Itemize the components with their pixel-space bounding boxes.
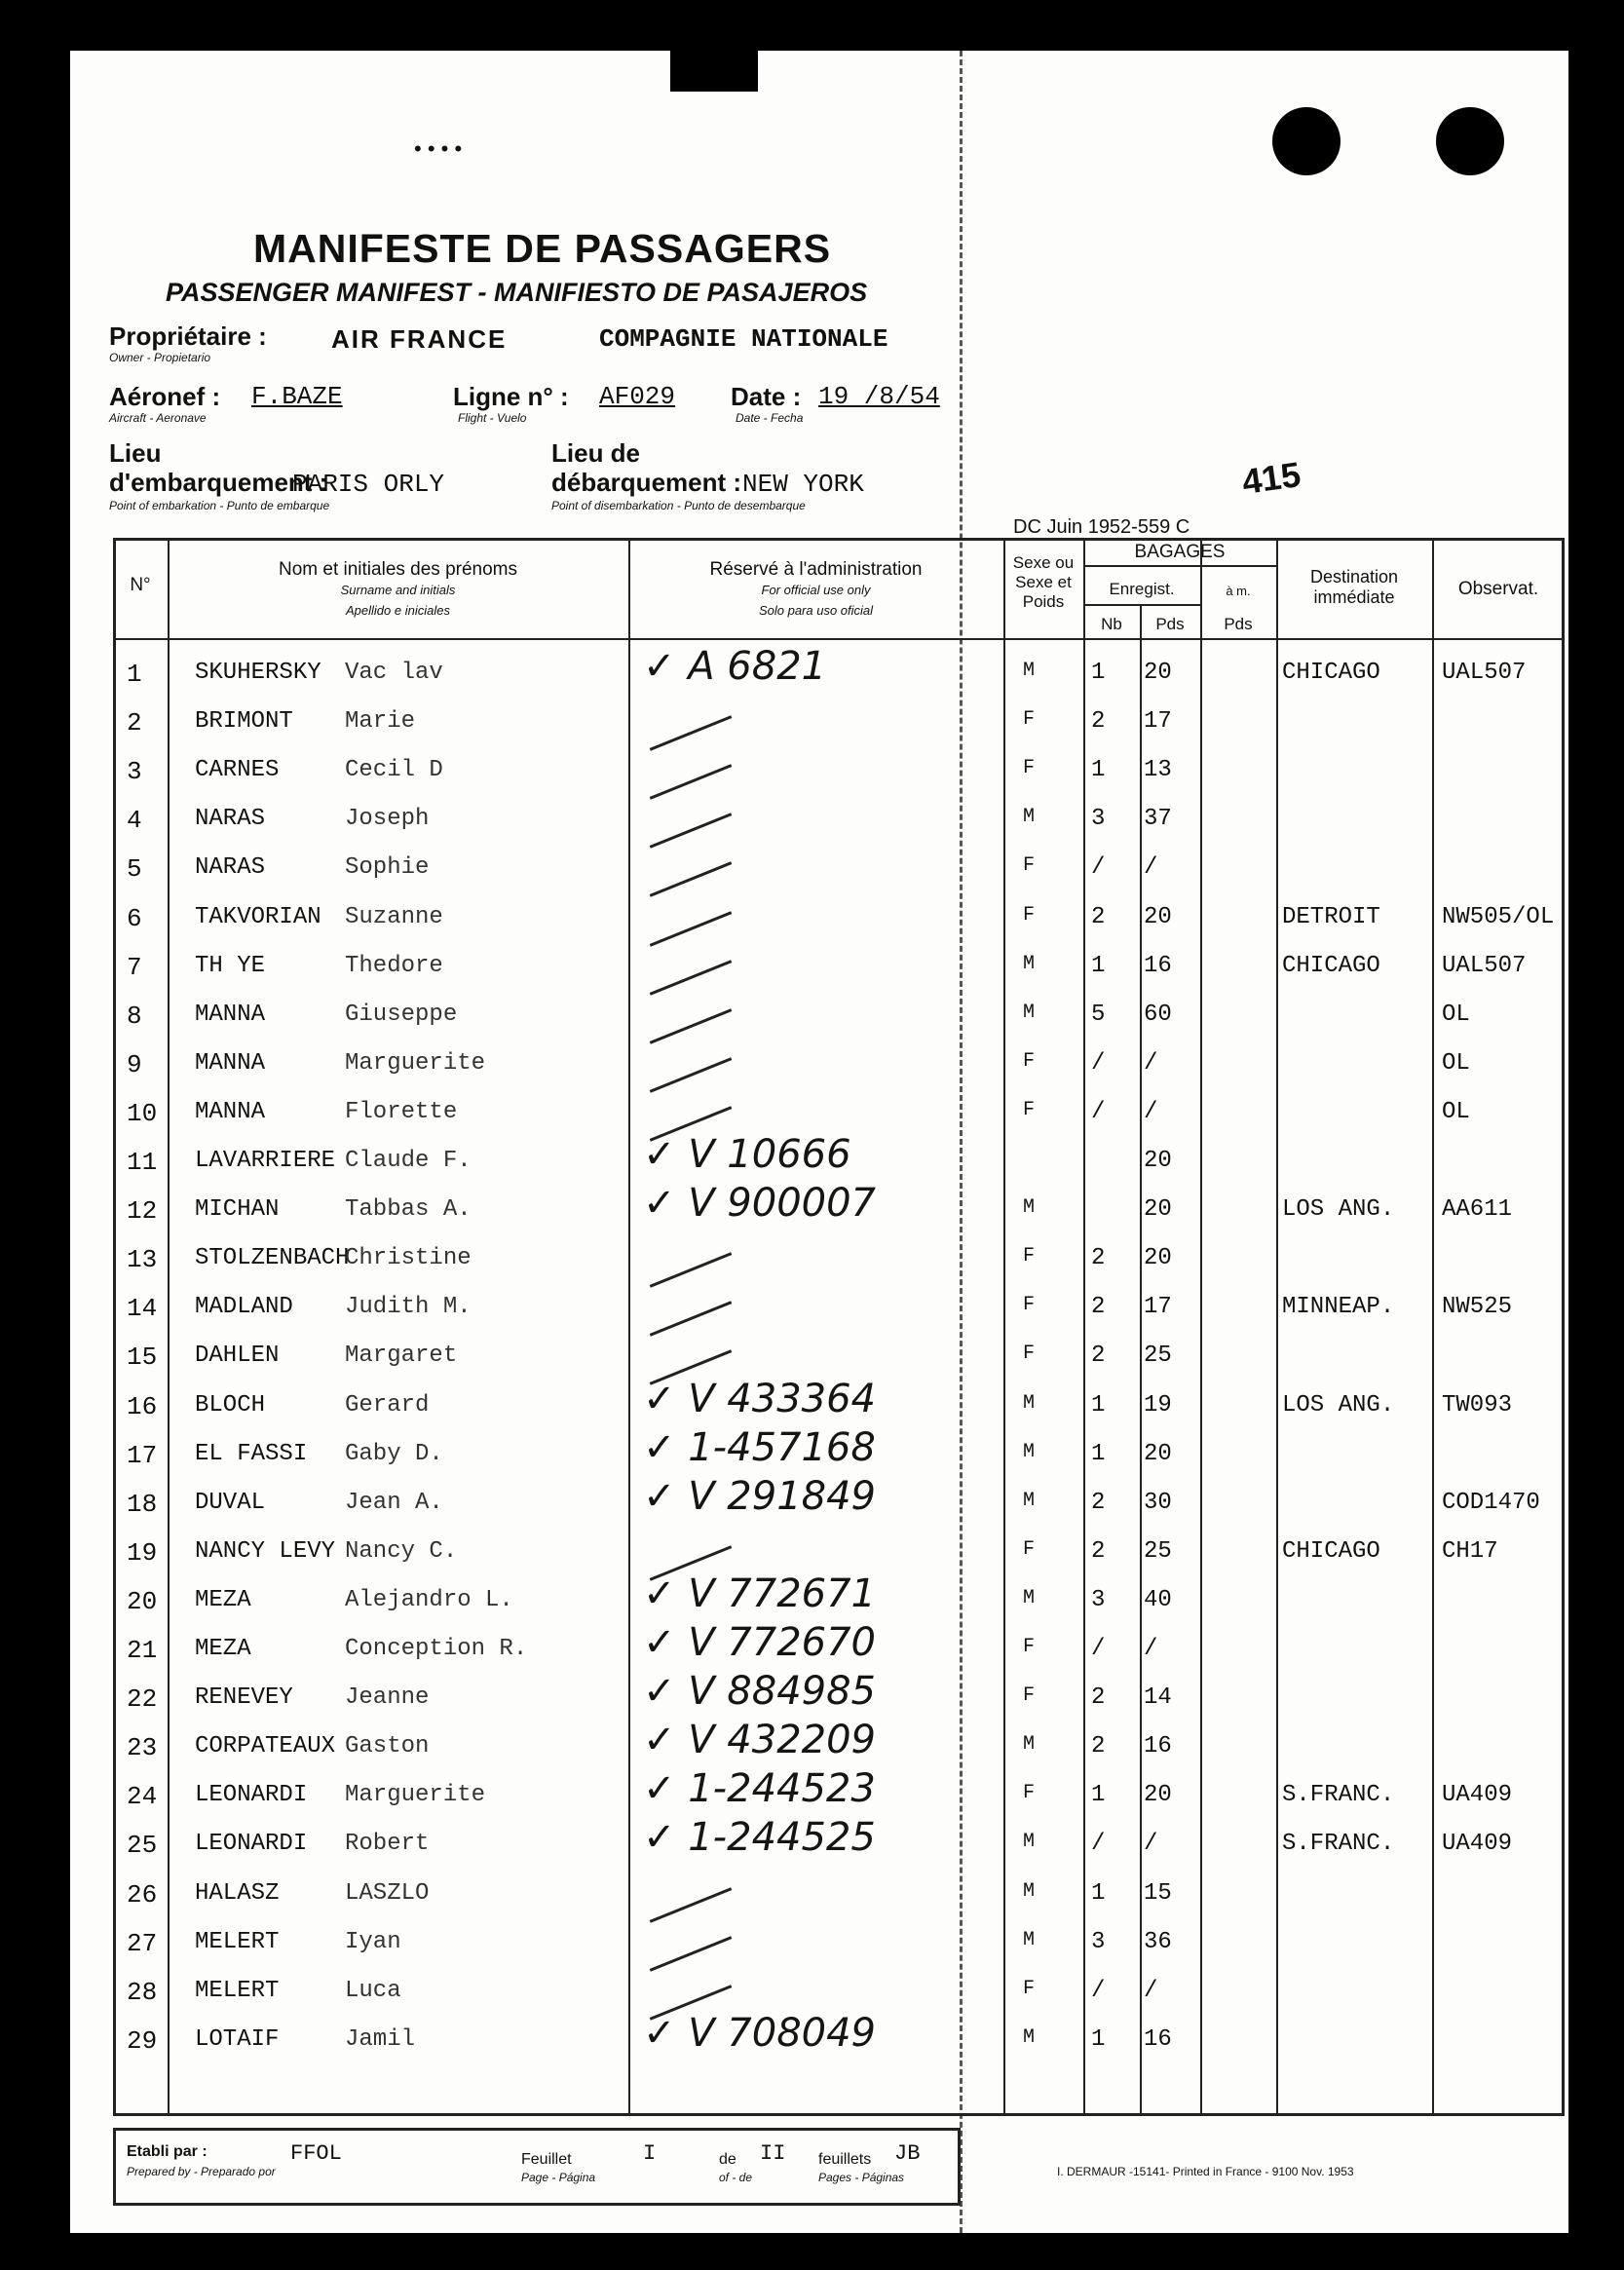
col-name-header (168, 559, 628, 621)
passenger-given-name: Jean A. (345, 1489, 443, 1516)
passenger-sex: F (1023, 1782, 1036, 1805)
passenger-surname: NARAS (195, 806, 266, 833)
stamp-number: 415 (1239, 454, 1303, 502)
baggage-weight: / (1144, 1831, 1158, 1858)
header-dots: • • • • (414, 136, 463, 161)
baggage-count: 2 (1091, 903, 1106, 930)
passenger-given-name: Conception R. (345, 1636, 528, 1662)
passenger-surname: MANNA (195, 1098, 266, 1125)
baggage-count: 1 (1091, 1440, 1106, 1467)
official-reference: ✓ V 10666 (643, 1132, 851, 1177)
observation: COD1470 (1442, 1489, 1540, 1516)
passenger-surname: CARNES (195, 757, 280, 784)
row-number: 20 (127, 1586, 158, 1616)
row-number: 27 (127, 1928, 158, 1958)
passenger-surname: LEONARDI (195, 1782, 308, 1809)
official-reference: ✓ V 884985 (643, 1669, 877, 1715)
passenger-given-name: LASZLO (345, 1879, 430, 1907)
date-sublabel: Date - Fecha (736, 411, 804, 425)
official-slash-mark (650, 1887, 733, 1922)
row-number: 17 (127, 1440, 158, 1470)
baggage-weight: 20 (1144, 903, 1172, 930)
prepared-label: Etabli par : (127, 2143, 208, 2160)
official-reference: ✓ 1-244523 (643, 1766, 876, 1812)
punch-hole (1272, 107, 1341, 175)
col-name-sub2: Apellido e iniciales (346, 603, 450, 618)
passenger-sex: M (1023, 1586, 1036, 1609)
disembark-value: NEW YORK (742, 470, 864, 499)
destination: LOS ANG. (1282, 1391, 1395, 1419)
table-row (113, 1243, 1565, 1292)
observation: NW505/OL (1442, 903, 1555, 930)
passenger-sex: M (1023, 660, 1036, 682)
official-reference: ✓ 1-457168 (643, 1424, 876, 1470)
destination: CHICAGO (1282, 1537, 1380, 1565)
official-slash-mark (650, 1252, 733, 1287)
passenger-surname: MELERT (195, 1977, 280, 2004)
table-row (113, 804, 1565, 852)
table-row (113, 902, 1565, 951)
baggage-count: / (1091, 1098, 1106, 1125)
embark-sublabel: Point of embarkation - Punto de embarque (109, 499, 330, 512)
baggage-count: / (1091, 1831, 1106, 1858)
baggage-count: / (1091, 1636, 1106, 1662)
row-number: 12 (127, 1196, 158, 1227)
observation: UAL507 (1442, 660, 1527, 686)
baggage-weight: 15 (1144, 1879, 1172, 1907)
passenger-sex: F (1023, 708, 1036, 732)
col-reserved-header (628, 559, 1003, 621)
col-sex-header: Sexe ou Sexe et Poids (1012, 553, 1075, 611)
row-number: 19 (127, 1537, 158, 1568)
form-code: DC Juin 1952-559 C (1013, 516, 1190, 538)
passenger-given-name: Judith M. (345, 1294, 472, 1321)
baggage-count: 2 (1091, 1489, 1106, 1516)
passenger-given-name: Gerard (345, 1391, 430, 1419)
passenger-sex: M (1023, 1879, 1036, 1903)
baggage-count: / (1091, 1977, 1106, 2004)
passenger-given-name: Luca (345, 1977, 401, 2004)
col-nb-header: Nb (1101, 615, 1122, 633)
aircraft-label: Aéronef : (109, 382, 221, 411)
observation: UA409 (1442, 1782, 1513, 1809)
baggage-count: 1 (1091, 2025, 1106, 2053)
baggage-count: 2 (1091, 1294, 1106, 1321)
observation: OL (1442, 1098, 1470, 1125)
col-registered-header: Enregist. (1109, 580, 1175, 598)
col-no-header: N° (130, 575, 151, 595)
destination: CHICAGO (1282, 952, 1380, 979)
baggage-weight: 13 (1144, 757, 1172, 784)
passenger-sex: M (1023, 1733, 1036, 1757)
row-number: 7 (127, 952, 142, 982)
baggage-count: 3 (1091, 806, 1106, 833)
sheets-label: feuillets (818, 2151, 872, 2168)
owner-company: COMPAGNIE NATIONALE (599, 324, 888, 354)
passenger-sex: M (1023, 1440, 1036, 1463)
baggage-weight: 17 (1144, 1294, 1172, 1321)
passenger-surname: EL FASSI (195, 1440, 308, 1467)
row-number: 11 (127, 1148, 158, 1177)
official-reference: ✓ V 708049 (643, 2010, 877, 2056)
baggage-weight: / (1144, 1049, 1158, 1077)
col-name-title: Nom et initiales des prénoms (279, 559, 517, 580)
passenger-given-name: Cecil D (345, 757, 443, 784)
official-slash-mark (650, 813, 733, 849)
observation: UA409 (1442, 1831, 1513, 1858)
passenger-sex: M (1023, 1489, 1036, 1512)
official-slash-mark (650, 1057, 733, 1092)
baggage-count: 1 (1091, 660, 1106, 686)
passenger-sex: M (1023, 1928, 1036, 1951)
passenger-sex: F (1023, 1636, 1036, 1658)
owner-label: Propriétaire : (109, 322, 267, 351)
embark-value: PARIS ORLY (292, 470, 445, 499)
observation: TW093 (1442, 1391, 1513, 1419)
passenger-sex: F (1023, 903, 1036, 927)
passenger-given-name: Jeanne (345, 1684, 430, 1712)
baggage-weight: / (1144, 1098, 1158, 1125)
passenger-sex: M (1023, 2025, 1036, 2049)
baggage-count: 1 (1091, 1391, 1106, 1419)
baggage-count: 1 (1091, 952, 1106, 979)
col-hand-header: à m. (1226, 584, 1251, 598)
passenger-surname: MEZA (195, 1636, 251, 1662)
passenger-sex: M (1023, 1196, 1036, 1220)
baggage-weight: 40 (1144, 1586, 1172, 1613)
baggage-count: 3 (1091, 1586, 1106, 1613)
passenger-given-name: Alejandro L. (345, 1586, 513, 1613)
passenger-given-name: Christine (345, 1245, 472, 1272)
passenger-given-name: Margaret (345, 1343, 458, 1370)
table-row (113, 1878, 1565, 1927)
passenger-surname: NANCY LEVY (195, 1537, 336, 1565)
observation: NW525 (1442, 1294, 1513, 1321)
baggage-weight: 16 (1144, 2025, 1172, 2053)
baggage-count: 2 (1091, 1537, 1106, 1565)
baggage-weight: 20 (1144, 1148, 1172, 1174)
observation: OL (1442, 1049, 1470, 1077)
row-number: 14 (127, 1294, 158, 1324)
passenger-surname: LOTAIF (195, 2025, 280, 2053)
observation: AA611 (1442, 1196, 1513, 1224)
row-number: 5 (127, 854, 142, 885)
baggage-weight: 17 (1144, 708, 1172, 736)
manifest-title: MANIFESTE DE PASSAGERS (253, 226, 832, 271)
passenger-given-name: Robert (345, 1831, 430, 1858)
baggage-count: 1 (1091, 1879, 1106, 1907)
baggage-weight: 30 (1144, 1489, 1172, 1516)
passenger-surname: SKUHERSKY (195, 660, 321, 686)
baggage-count: 3 (1091, 1928, 1106, 1955)
passenger-sex: M (1023, 806, 1036, 829)
sheet-label: Feuillet (521, 2151, 572, 2168)
owner-sublabel: Owner - Propietario (109, 351, 211, 364)
passenger-given-name: Tabbas A. (345, 1196, 472, 1224)
baggage-count: 2 (1091, 1343, 1106, 1370)
passenger-surname: BRIMONT (195, 708, 293, 736)
baggage-weight: 60 (1144, 1001, 1172, 1028)
passenger-surname: CORPATEAUX (195, 1733, 336, 1760)
destination: S.FRANC. (1282, 1831, 1395, 1858)
official-slash-mark (650, 1302, 733, 1337)
row-number: 28 (127, 1977, 158, 2007)
row-number: 13 (127, 1245, 158, 1275)
table-row (113, 852, 1565, 901)
passenger-sex: M (1023, 1001, 1036, 1024)
baggage-count: 2 (1091, 1245, 1106, 1272)
manifest-subtitle: PASSENGER MANIFEST - MANIFIESTO DE PASAJEROS (166, 278, 868, 307)
official-slash-mark (650, 911, 733, 946)
table-row (113, 1927, 1565, 1976)
row-number: 25 (127, 1831, 158, 1861)
flight-sublabel: Flight - Vuelo (458, 411, 527, 425)
passenger-given-name: Marguerite (345, 1782, 486, 1809)
table-row (113, 951, 1565, 1000)
passenger-given-name: Sophie (345, 854, 430, 882)
baggage-count: 2 (1091, 1684, 1106, 1712)
official-slash-mark (650, 960, 733, 995)
passenger-surname: NARAS (195, 854, 266, 882)
baggage-weight: 20 (1144, 1245, 1172, 1272)
row-number: 9 (127, 1049, 142, 1079)
of-value: II (760, 2141, 786, 2166)
passenger-given-name: Giuseppe (345, 1001, 458, 1028)
punch-hole (1436, 107, 1504, 175)
baggage-weight: 20 (1144, 660, 1172, 686)
passenger-sex: F (1023, 1343, 1036, 1366)
passenger-surname: MELERT (195, 1928, 280, 1955)
destination: CHICAGO (1282, 660, 1380, 686)
baggage-weight: 16 (1144, 952, 1172, 979)
passenger-surname: LAVARRIERE (195, 1148, 336, 1174)
col-reserved-sub1: For official use only (761, 583, 871, 597)
baggage-weight: 37 (1144, 806, 1172, 833)
passenger-surname: HALASZ (195, 1879, 280, 1907)
row-number: 1 (127, 660, 142, 689)
table-row (113, 1815, 1565, 1877)
baggage-weight: 36 (1144, 1928, 1172, 1955)
col-pds-header: Pds (1155, 615, 1185, 633)
row-number: 8 (127, 1001, 142, 1031)
baggage-count: 5 (1091, 1001, 1106, 1028)
observation: CH17 (1442, 1537, 1498, 1565)
row-number: 21 (127, 1636, 158, 1665)
initials-value: JB (894, 2141, 921, 2166)
official-reference: ✓ V 900007 (643, 1181, 877, 1227)
observation: OL (1442, 1001, 1470, 1028)
table-row (113, 1000, 1565, 1048)
passenger-surname: LEONARDI (195, 1831, 308, 1858)
passenger-sex: F (1023, 757, 1036, 780)
col-destination-header: Destination immédiate (1309, 567, 1399, 607)
passenger-surname: MANNA (195, 1001, 266, 1028)
baggage-weight: 20 (1144, 1196, 1172, 1224)
passenger-surname: MADLAND (195, 1294, 293, 1321)
baggage-weight: 19 (1144, 1391, 1172, 1419)
passenger-given-name: Thedore (345, 952, 443, 979)
row-number: 22 (127, 1684, 158, 1715)
passenger-sex: M (1023, 1391, 1036, 1415)
col-name-sub1: Surname and initials (340, 583, 456, 597)
passenger-sex: F (1023, 1537, 1036, 1561)
row-number: 29 (127, 2025, 158, 2056)
sheets-sublabel: Pages - Páginas (818, 2171, 905, 2184)
sheet-value: I (643, 2141, 657, 2166)
destination: S.FRANC. (1282, 1782, 1395, 1809)
official-reference: ✓ V 772671 (643, 1570, 877, 1616)
embark-label: Lieu d'embarquement : (109, 438, 328, 497)
passenger-given-name: Marie (345, 708, 416, 736)
row-number: 2 (127, 708, 142, 738)
row-number: 4 (127, 806, 142, 836)
table-row (113, 644, 1565, 706)
passenger-sex: F (1023, 1294, 1036, 1317)
destination: MINNEAP. (1282, 1294, 1395, 1321)
passenger-sex: F (1023, 1245, 1036, 1268)
table-row (113, 755, 1565, 804)
destination: DETROIT (1282, 903, 1380, 930)
official-slash-mark (650, 862, 733, 897)
baggage-weight: / (1144, 854, 1158, 882)
passenger-given-name: Claude F. (345, 1148, 472, 1174)
flight-label: Ligne n° : (453, 382, 569, 411)
official-reference: ✓ A 6821 (643, 644, 827, 689)
passenger-given-name: Iyan (345, 1928, 401, 1955)
baggage-count: 2 (1091, 708, 1106, 736)
disembark-label: Lieu de débarquement : (551, 438, 742, 497)
passenger-given-name: Vac lav (345, 660, 443, 686)
baggage-count: / (1091, 854, 1106, 882)
prepared-sublabel: Prepared by - Preparado por (127, 2165, 276, 2178)
col-reserved-sub2: Solo para uso oficial (758, 603, 874, 618)
flight-value: AF029 (599, 382, 676, 411)
baggage-weight: 20 (1144, 1782, 1172, 1809)
baggage-weight: 20 (1144, 1440, 1172, 1467)
passenger-sex: F (1023, 854, 1036, 878)
table-row (113, 706, 1565, 755)
passenger-given-name: Gaby D. (345, 1440, 443, 1467)
baggage-weight: / (1144, 1977, 1158, 2004)
row-number: 10 (127, 1098, 158, 1128)
passenger-given-name: Florette (345, 1098, 458, 1125)
row-number: 15 (127, 1343, 158, 1373)
table-row (113, 1292, 1565, 1341)
paper-tab-cutout (670, 39, 758, 92)
passenger-surname: RENEVEY (195, 1684, 293, 1712)
passenger-sex: F (1023, 1049, 1036, 1073)
col-baggage-header: BAGAGES (1134, 542, 1226, 562)
baggage-weight: 25 (1144, 1343, 1172, 1370)
passenger-given-name: Suzanne (345, 903, 443, 930)
baggage-count: 2 (1091, 1733, 1106, 1760)
table-row (113, 1048, 1565, 1097)
official-slash-mark (650, 1936, 733, 1971)
passenger-surname: MICHAN (195, 1196, 280, 1224)
of-sublabel: of - de (719, 2171, 753, 2184)
col-hand-pds-header: Pds (1224, 615, 1253, 633)
passenger-surname: BLOCH (195, 1391, 266, 1419)
passenger-given-name: Nancy C. (345, 1537, 458, 1565)
passenger-given-name: Marguerite (345, 1049, 486, 1077)
official-reference: ✓ V 433364 (643, 1376, 877, 1421)
table-row (113, 1181, 1565, 1243)
passenger-surname: STOLZENBACH (195, 1245, 350, 1272)
row-number: 6 (127, 903, 142, 933)
sheet-sublabel: Page - Página (521, 2171, 596, 2184)
row-number: 23 (127, 1733, 158, 1763)
disembark-sublabel: Point of disembarkation - Punto de desembarque (551, 499, 806, 512)
baggage-weight: 16 (1144, 1733, 1172, 1760)
row-number: 16 (127, 1391, 158, 1421)
passenger-sex: F (1023, 1977, 1036, 2000)
of-label: de (719, 2151, 736, 2168)
date-label: Date : (731, 382, 802, 411)
baggage-weight: 25 (1144, 1537, 1172, 1565)
official-reference: ✓ V 772670 (643, 1620, 877, 1665)
row-number: 18 (127, 1489, 158, 1519)
row-number: 24 (127, 1782, 158, 1812)
passenger-surname: TAKVORIAN (195, 903, 321, 930)
printer-note: I. DERMAUR -15141- Printed in France - 9100 Nov. 1953 (1057, 2165, 1354, 2178)
official-slash-mark (650, 1008, 733, 1043)
prepared-value: FFOL (290, 2141, 342, 2166)
baggage-count: 1 (1091, 1782, 1106, 1809)
date-value: 19 /8/54 (818, 382, 940, 411)
passenger-sex: M (1023, 1831, 1036, 1854)
official-reference: ✓ V 432209 (643, 1718, 877, 1763)
passenger-surname: TH YE (195, 952, 266, 979)
row-divider (1083, 604, 1200, 606)
passenger-given-name: Gaston (345, 1733, 430, 1760)
owner-value: AIR FRANCE (331, 324, 508, 354)
col-observ-header: Observat. (1457, 579, 1539, 599)
passenger-surname: MANNA (195, 1049, 266, 1077)
official-reference: ✓ 1-244525 (643, 1815, 876, 1861)
official-slash-mark (650, 715, 733, 750)
baggage-weight: / (1144, 1636, 1158, 1662)
passenger-sex: M (1023, 952, 1036, 975)
baggage-weight: 14 (1144, 1684, 1172, 1712)
observation: UAL507 (1442, 952, 1527, 979)
row-divider (113, 638, 1565, 640)
baggage-count: 1 (1091, 757, 1106, 784)
passenger-sex: F (1023, 1098, 1036, 1121)
row-divider (1083, 565, 1276, 567)
passenger-sex: F (1023, 1684, 1036, 1708)
table-row (113, 2010, 1565, 2073)
destination: LOS ANG. (1282, 1196, 1395, 1224)
row-number: 26 (127, 1879, 158, 1910)
passenger-given-name: Joseph (345, 806, 430, 833)
table-row (113, 1473, 1565, 1536)
passenger-surname: MEZA (195, 1586, 251, 1613)
passenger-given-name: Jamil (345, 2025, 416, 2053)
col-reserved-title: Réservé à l'administration (709, 559, 923, 580)
passenger-surname: DUVAL (195, 1489, 266, 1516)
passenger-surname: DAHLEN (195, 1343, 280, 1370)
aircraft-value: F.BAZE (251, 382, 343, 411)
official-slash-mark (650, 764, 733, 799)
row-number: 3 (127, 757, 142, 787)
aircraft-sublabel: Aircraft - Aeronave (109, 411, 207, 425)
baggage-count: / (1091, 1049, 1106, 1077)
official-reference: ✓ V 291849 (643, 1473, 877, 1519)
